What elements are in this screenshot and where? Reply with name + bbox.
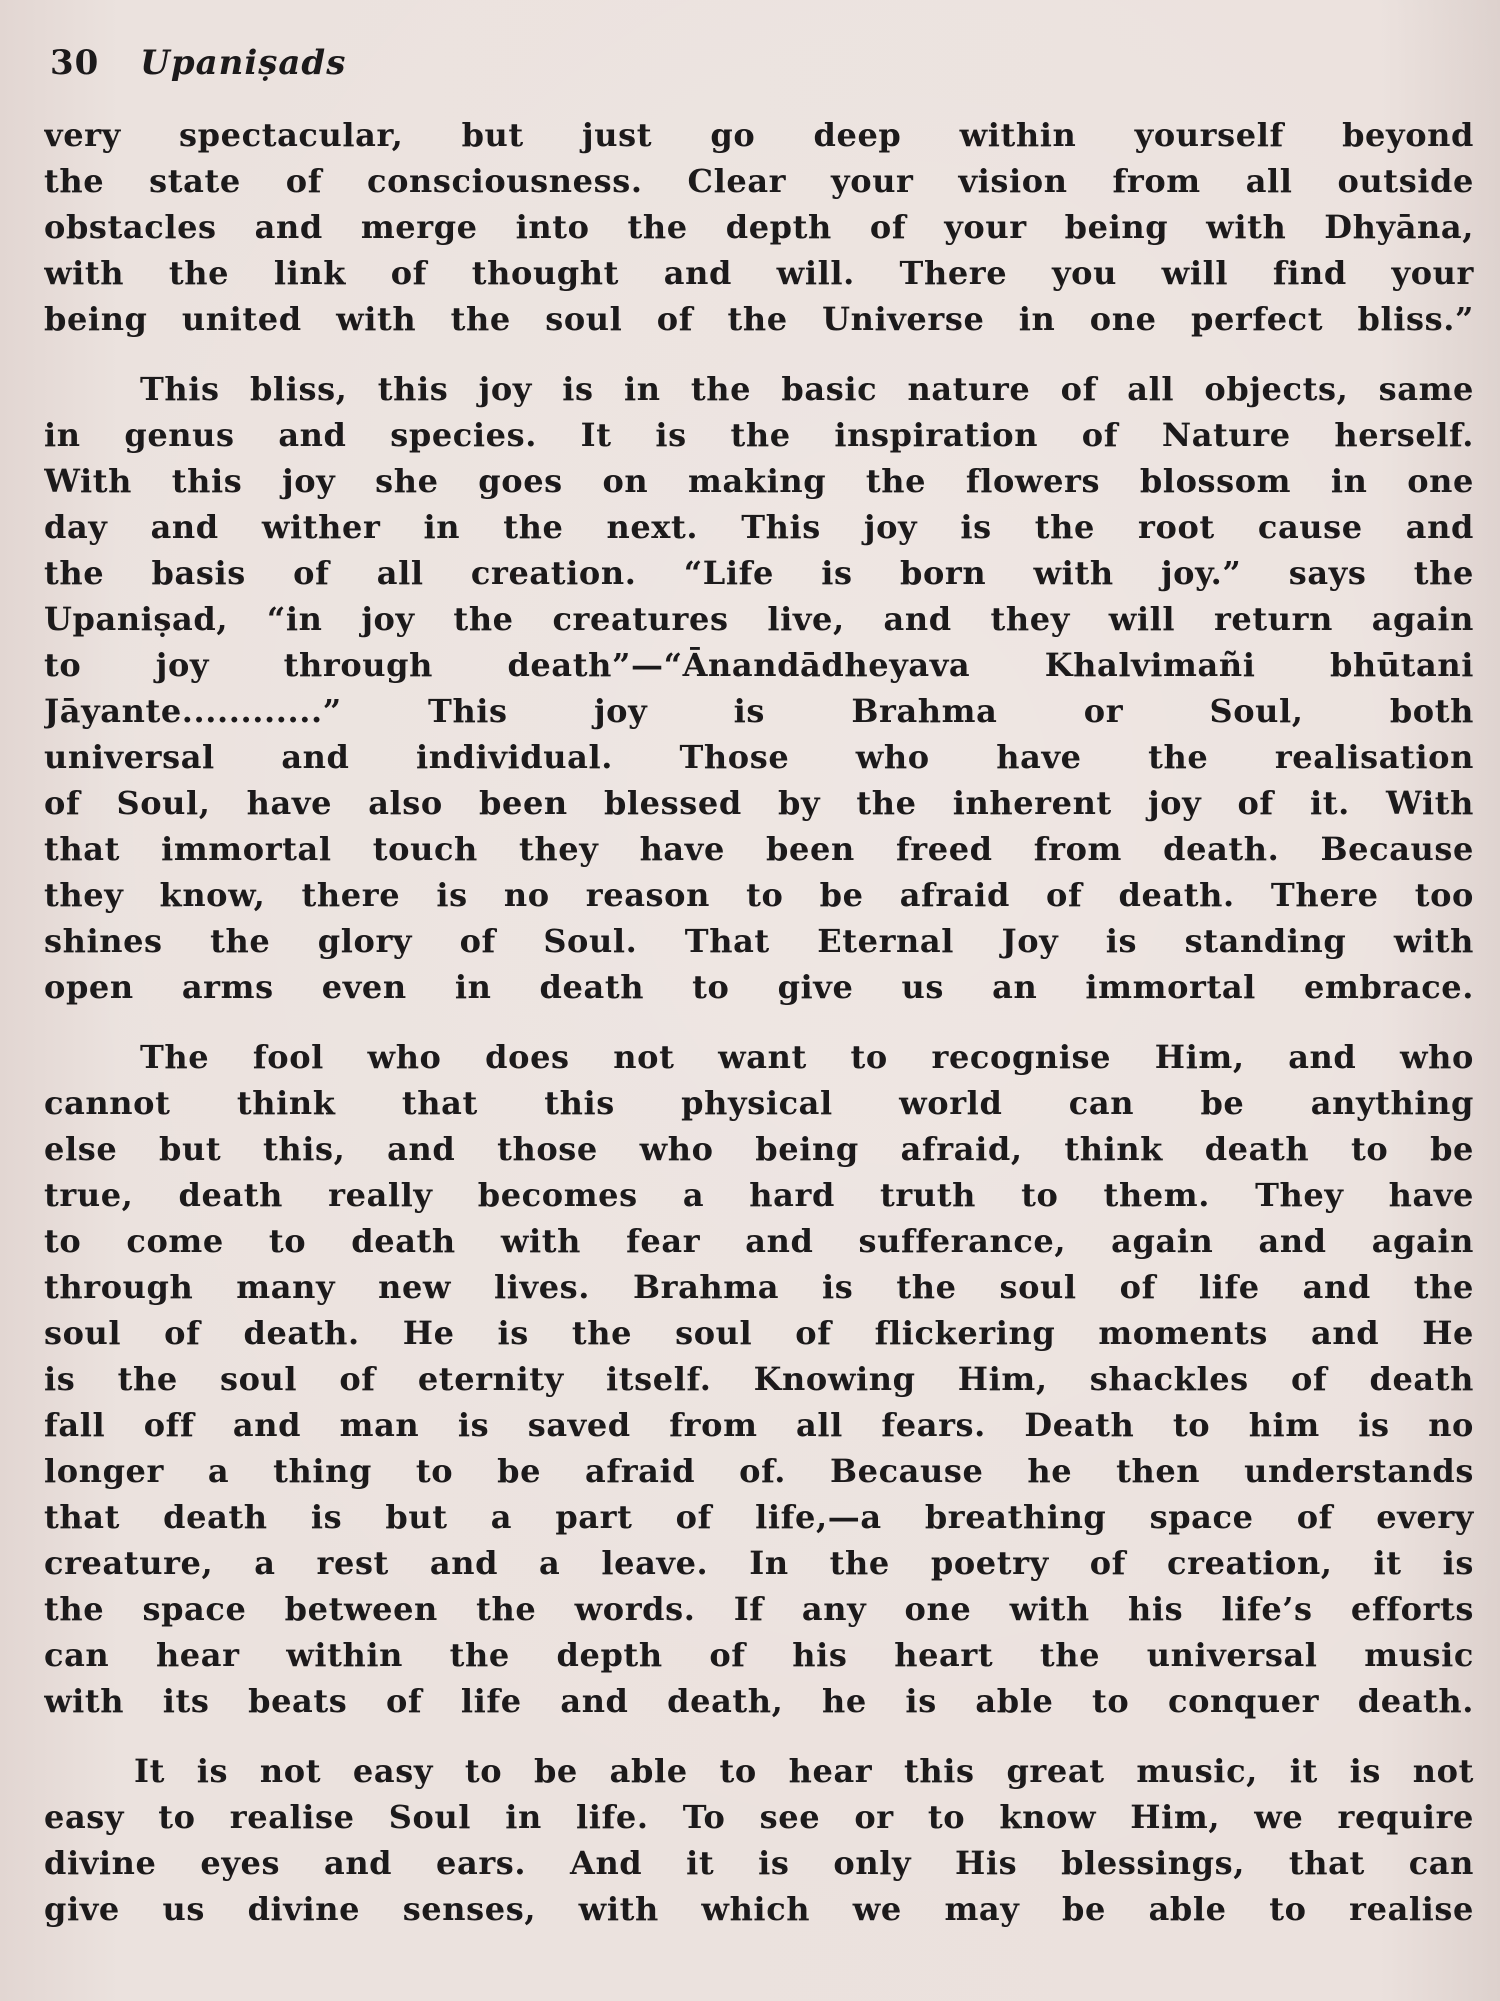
text-line: very spectacular, but just go deep within yourself beyond — [44, 116, 1474, 154]
text-line: can hear within the depth of his heart the universal music — [44, 1636, 1474, 1674]
text-line: With this joy she goes on making the flowers blossom in one — [44, 462, 1474, 500]
text-line: The fool who does not want to recognise Him, and who — [140, 1038, 1474, 1076]
text-line: universal and individual. Those who have the realisation — [44, 738, 1474, 776]
text-line: to joy through death”—“Ānandādheyava Khalvimañi bhūtani — [44, 646, 1474, 684]
text-line: obstacles and merge into the depth of your being with Dhyāna, — [44, 208, 1474, 246]
text-line: open arms even in death to give us an immortal embrace. — [44, 968, 1474, 1006]
text-line: shines the glory of Soul. That Eternal Joy is standing with — [44, 922, 1474, 960]
page-header — [50, 38, 1450, 88]
text-line: to come to death with fear and sufferance, again and again — [44, 1222, 1474, 1260]
text-line: else but this, and those who being afraid, think death to be — [44, 1130, 1474, 1168]
text-line: the basis of all creation. “Life is born with joy.” says the — [44, 554, 1474, 592]
text-line: This bliss, this joy is in the basic nature of all objects, same — [140, 370, 1474, 408]
text-line: fall off and man is saved from all fears. Death to him is no — [44, 1406, 1474, 1444]
text-line: give us divine senses, with which we may be able to realise — [44, 1890, 1474, 1928]
text-line: divine eyes and ears. And it is only His blessings, that can — [44, 1844, 1474, 1882]
text-line: with the link of thought and will. There you will find your — [44, 254, 1474, 292]
text-line: easy to realise Soul in life. To see or to know Him, we require — [44, 1798, 1474, 1836]
text-line: they know, there is no reason to be afraid of death. There too — [44, 876, 1474, 914]
text-line: Jāyante............” This joy is Brahma or Soul, both — [44, 692, 1474, 730]
text-line: that death is but a part of life,—a breathing space of every — [44, 1498, 1474, 1536]
text-line: is the soul of eternity itself. Knowing Him, shackles of death — [44, 1360, 1474, 1398]
text-line: true, death really becomes a hard truth to them. They have — [44, 1176, 1474, 1214]
text-line: cannot think that this physical world can be anything — [44, 1084, 1474, 1122]
paragraph — [44, 366, 1474, 1010]
text-line: Upaniṣad, “in joy the creatures live, and they will return again — [44, 600, 1474, 638]
text-line: day and wither in the next. This joy is the root cause and — [44, 508, 1474, 546]
body-text — [44, 112, 1474, 1956]
text-line: being united with the soul of the Universe in one perfect bliss.” — [44, 300, 1474, 338]
text-line: with its beats of life and death, he is able to conquer death. — [44, 1682, 1474, 1720]
paragraph — [44, 1034, 1474, 1724]
text-line: the space between the words. If any one with his life’s efforts — [44, 1590, 1474, 1628]
text-line: the state of consciousness. Clear your vision from all outside — [44, 162, 1474, 200]
paragraph — [44, 1748, 1474, 1932]
page-number: 30 — [50, 43, 100, 83]
text-line: soul of death. He is the soul of flickering moments and He — [44, 1314, 1474, 1352]
text-line: that immortal touch they have been freed from death. Because — [44, 830, 1474, 868]
running-title: Upaniṣads — [140, 43, 347, 83]
text-line: in genus and species. It is the inspiration of Nature herself. — [44, 416, 1474, 454]
text-line: It is not easy to be able to hear this great music, it is not — [134, 1752, 1474, 1790]
text-line: through many new lives. Brahma is the soul of life and the — [44, 1268, 1474, 1306]
paragraph — [44, 112, 1474, 342]
text-line: of Soul, have also been blessed by the inherent joy of it. With — [44, 784, 1474, 822]
text-line: creature, a rest and a leave. In the poetry of creation, it is — [44, 1544, 1474, 1582]
text-line: longer a thing to be afraid of. Because he then understands — [44, 1452, 1474, 1490]
